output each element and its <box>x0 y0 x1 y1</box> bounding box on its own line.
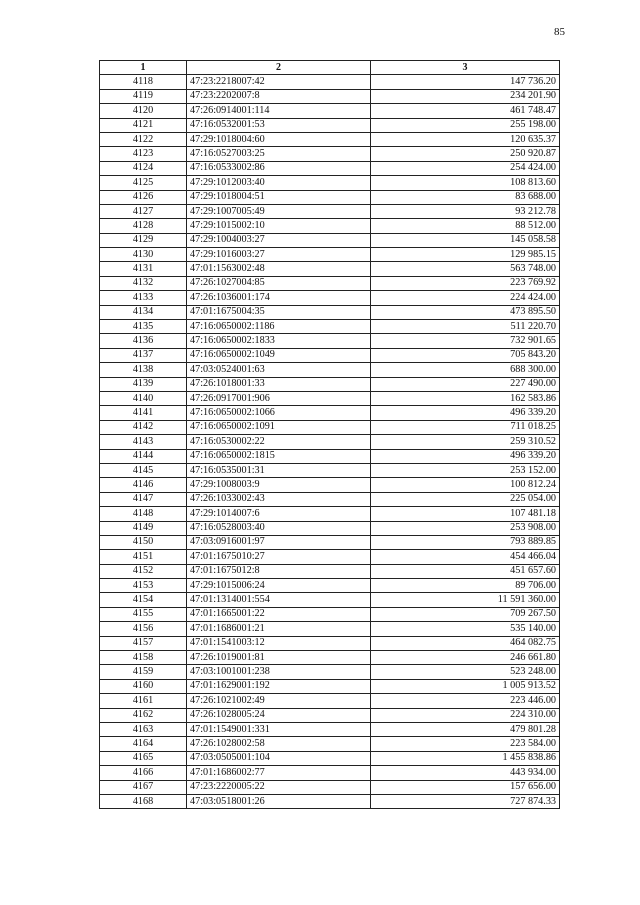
amount-value: 511 220.70 <box>371 320 560 334</box>
row-number: 4142 <box>100 420 187 434</box>
table-row <box>100 766 560 780</box>
table-row <box>100 305 560 319</box>
table-row <box>100 607 560 621</box>
table-row <box>100 507 560 521</box>
cadastral-number: 47:23:2220005:22 <box>187 780 371 794</box>
row-number: 4159 <box>100 665 187 679</box>
row-number: 4146 <box>100 478 187 492</box>
table-row <box>100 348 560 362</box>
amount-value: 688 300.00 <box>371 363 560 377</box>
table-row <box>100 118 560 132</box>
table-row <box>100 391 560 405</box>
cadastral-number: 47:29:1015006:24 <box>187 579 371 593</box>
table-row <box>100 104 560 118</box>
cadastral-number: 47:16:0535001:31 <box>187 463 371 477</box>
row-number: 4165 <box>100 751 187 765</box>
amount-value: 227 490.00 <box>371 377 560 391</box>
cadastral-number: 47:01:1675010:27 <box>187 550 371 564</box>
row-number: 4121 <box>100 118 187 132</box>
cadastral-number: 47:01:1675012:8 <box>187 564 371 578</box>
header-col-3: 3 <box>371 61 560 75</box>
cadastral-number: 47:23:2202007:8 <box>187 89 371 103</box>
cadastral-number: 47:01:1629001:192 <box>187 679 371 693</box>
amount-value: 461 748.47 <box>371 104 560 118</box>
row-number: 4122 <box>100 132 187 146</box>
cadastral-number: 47:26:1033002:43 <box>187 492 371 506</box>
table-row <box>100 320 560 334</box>
cadastral-number: 47:29:1014007:6 <box>187 507 371 521</box>
cadastral-number: 47:26:1036001:174 <box>187 291 371 305</box>
cadastral-number: 47:26:1027004:85 <box>187 276 371 290</box>
cadastral-number: 47:29:1018004:60 <box>187 132 371 146</box>
row-number: 4153 <box>100 579 187 593</box>
row-number: 4152 <box>100 564 187 578</box>
amount-value: 250 920.87 <box>371 147 560 161</box>
table-row <box>100 651 560 665</box>
cadastral-number: 47:01:1686001:21 <box>187 622 371 636</box>
row-number: 4145 <box>100 463 187 477</box>
cadastral-number: 47:01:1686002:77 <box>187 766 371 780</box>
cadastral-number: 47:29:1012003:40 <box>187 176 371 190</box>
cadastral-number: 47:16:0650002:1091 <box>187 420 371 434</box>
amount-value: 259 310.52 <box>371 435 560 449</box>
table-row <box>100 521 560 535</box>
row-number: 4161 <box>100 694 187 708</box>
amount-value: 83 688.00 <box>371 190 560 204</box>
amount-value: 1 005 913.52 <box>371 679 560 693</box>
cadastral-number: 47:29:1016003:27 <box>187 248 371 262</box>
row-number: 4158 <box>100 651 187 665</box>
cadastral-number: 47:16:0650002:1186 <box>187 320 371 334</box>
row-number: 4164 <box>100 737 187 751</box>
page-number: 85 <box>554 26 565 38</box>
row-number: 4155 <box>100 607 187 621</box>
table-row <box>100 147 560 161</box>
row-number: 4128 <box>100 219 187 233</box>
row-number: 4147 <box>100 492 187 506</box>
header-col-2: 2 <box>187 61 371 75</box>
cadastral-number: 47:01:1563002:48 <box>187 262 371 276</box>
cadastral-number: 47:26:0917001:906 <box>187 391 371 405</box>
amount-value: 129 985.15 <box>371 248 560 262</box>
table-row <box>100 550 560 564</box>
amount-value: 705 843.20 <box>371 348 560 362</box>
amount-value: 145 058.58 <box>371 233 560 247</box>
cadastral-number: 47:23:2218007:42 <box>187 75 371 89</box>
table-row <box>100 564 560 578</box>
row-number: 4129 <box>100 233 187 247</box>
cadastral-number: 47:16:0650002:1815 <box>187 449 371 463</box>
amount-value: 88 512.00 <box>371 219 560 233</box>
table-row <box>100 535 560 549</box>
amount-value: 100 812.24 <box>371 478 560 492</box>
row-number: 4125 <box>100 176 187 190</box>
amount-value: 11 591 360.00 <box>371 593 560 607</box>
row-number: 4151 <box>100 550 187 564</box>
cadastral-number: 47:16:0527003:25 <box>187 147 371 161</box>
row-number: 4127 <box>100 204 187 218</box>
table-row <box>100 794 560 808</box>
table-row <box>100 190 560 204</box>
row-number: 4130 <box>100 248 187 262</box>
cadastral-number: 47:29:1018004:51 <box>187 190 371 204</box>
cadastral-number: 47:16:0650002:1066 <box>187 406 371 420</box>
row-number: 4150 <box>100 535 187 549</box>
registry-table <box>99 60 560 809</box>
cadastral-number: 47:01:1314001:554 <box>187 593 371 607</box>
row-number: 4134 <box>100 305 187 319</box>
cadastral-number: 47:01:1549001:331 <box>187 722 371 736</box>
amount-value: 120 635.37 <box>371 132 560 146</box>
amount-value: 224 424.00 <box>371 291 560 305</box>
table-row <box>100 694 560 708</box>
amount-value: 451 657.60 <box>371 564 560 578</box>
row-number: 4167 <box>100 780 187 794</box>
row-number: 4154 <box>100 593 187 607</box>
cadastral-number: 47:26:0914001:114 <box>187 104 371 118</box>
table-row <box>100 204 560 218</box>
amount-value: 255 198.00 <box>371 118 560 132</box>
row-number: 4126 <box>100 190 187 204</box>
table-row <box>100 449 560 463</box>
row-number: 4140 <box>100 391 187 405</box>
table-row <box>100 334 560 348</box>
header-col-1: 1 <box>100 61 187 75</box>
cadastral-number: 47:16:0532001:53 <box>187 118 371 132</box>
table-row <box>100 75 560 89</box>
cadastral-number: 47:03:1001001:238 <box>187 665 371 679</box>
amount-value: 464 082.75 <box>371 636 560 650</box>
table-row <box>100 176 560 190</box>
amount-value: 1 455 838.86 <box>371 751 560 765</box>
cadastral-number: 47:03:0916001:97 <box>187 535 371 549</box>
amount-value: 253 152.00 <box>371 463 560 477</box>
amount-value: 523 248.00 <box>371 665 560 679</box>
cadastral-number: 47:26:1021002:49 <box>187 694 371 708</box>
table-row <box>100 276 560 290</box>
table-row <box>100 420 560 434</box>
table-row <box>100 161 560 175</box>
row-number: 4131 <box>100 262 187 276</box>
cadastral-number: 47:16:0650002:1049 <box>187 348 371 362</box>
amount-value: 234 201.90 <box>371 89 560 103</box>
amount-value: 89 706.00 <box>371 579 560 593</box>
amount-value: 563 748.00 <box>371 262 560 276</box>
row-number: 4133 <box>100 291 187 305</box>
table-row <box>100 233 560 247</box>
cadastral-number: 47:16:0650002:1833 <box>187 334 371 348</box>
table-row <box>100 636 560 650</box>
row-number: 4160 <box>100 679 187 693</box>
cadastral-number: 47:03:0505001:104 <box>187 751 371 765</box>
amount-value: 93 212.78 <box>371 204 560 218</box>
table-row <box>100 492 560 506</box>
table-row <box>100 377 560 391</box>
amount-value: 246 661.80 <box>371 651 560 665</box>
cadastral-number: 47:26:1028002:58 <box>187 737 371 751</box>
row-number: 4157 <box>100 636 187 650</box>
row-number: 4144 <box>100 449 187 463</box>
amount-value: 479 801.28 <box>371 722 560 736</box>
amount-value: 223 584.00 <box>371 737 560 751</box>
amount-value: 732 901.65 <box>371 334 560 348</box>
amount-value: 157 656.00 <box>371 780 560 794</box>
table-row <box>100 722 560 736</box>
amount-value: 473 895.50 <box>371 305 560 319</box>
row-number: 4135 <box>100 320 187 334</box>
table-header <box>100 61 560 75</box>
amount-value: 224 310.00 <box>371 708 560 722</box>
amount-value: 254 424.00 <box>371 161 560 175</box>
header-row <box>100 61 560 75</box>
row-number: 4137 <box>100 348 187 362</box>
table-row <box>100 132 560 146</box>
row-number: 4143 <box>100 435 187 449</box>
amount-value: 709 267.50 <box>371 607 560 621</box>
cadastral-number: 47:26:1028005:24 <box>187 708 371 722</box>
table-row <box>100 665 560 679</box>
row-number: 4123 <box>100 147 187 161</box>
row-number: 4132 <box>100 276 187 290</box>
table-row <box>100 478 560 492</box>
row-number: 4136 <box>100 334 187 348</box>
cadastral-number: 47:29:1007005:49 <box>187 204 371 218</box>
amount-value: 225 054.00 <box>371 492 560 506</box>
amount-value: 496 339.20 <box>371 406 560 420</box>
amount-value: 162 583.86 <box>371 391 560 405</box>
row-number: 4118 <box>100 75 187 89</box>
cadastral-number: 47:01:1665001:22 <box>187 607 371 621</box>
cadastral-number: 47:26:1019001:81 <box>187 651 371 665</box>
table-row <box>100 463 560 477</box>
amount-value: 793 889.85 <box>371 535 560 549</box>
table-row <box>100 435 560 449</box>
cadastral-number: 47:03:0524001:63 <box>187 363 371 377</box>
table-row <box>100 406 560 420</box>
cadastral-number: 47:16:0528003:40 <box>187 521 371 535</box>
amount-value: 727 874.33 <box>371 794 560 808</box>
table-row <box>100 291 560 305</box>
amount-value: 223 446.00 <box>371 694 560 708</box>
table-row <box>100 363 560 377</box>
row-number: 4141 <box>100 406 187 420</box>
amount-value: 496 339.20 <box>371 449 560 463</box>
table-row <box>100 679 560 693</box>
table-row <box>100 751 560 765</box>
amount-value: 147 736.20 <box>371 75 560 89</box>
table-body <box>100 75 560 809</box>
cadastral-number: 47:26:1018001:33 <box>187 377 371 391</box>
row-number: 4162 <box>100 708 187 722</box>
amount-value: 253 908.00 <box>371 521 560 535</box>
table-row <box>100 593 560 607</box>
row-number: 4156 <box>100 622 187 636</box>
table-row <box>100 219 560 233</box>
table-row <box>100 89 560 103</box>
cadastral-number: 47:29:1008003:9 <box>187 478 371 492</box>
table-row <box>100 737 560 751</box>
row-number: 4119 <box>100 89 187 103</box>
table-row <box>100 622 560 636</box>
table-row <box>100 579 560 593</box>
amount-value: 454 466.04 <box>371 550 560 564</box>
table-row <box>100 262 560 276</box>
cadastral-number: 47:03:0518001:26 <box>187 794 371 808</box>
row-number: 4148 <box>100 507 187 521</box>
cadastral-number: 47:01:1541003:12 <box>187 636 371 650</box>
cadastral-number: 47:29:1004003:27 <box>187 233 371 247</box>
row-number: 4120 <box>100 104 187 118</box>
row-number: 4149 <box>100 521 187 535</box>
amount-value: 108 813.60 <box>371 176 560 190</box>
row-number: 4124 <box>100 161 187 175</box>
amount-value: 107 481.18 <box>371 507 560 521</box>
amount-value: 711 018.25 <box>371 420 560 434</box>
cadastral-number: 47:29:1015002:10 <box>187 219 371 233</box>
table-row <box>100 248 560 262</box>
cadastral-number: 47:16:0530002:22 <box>187 435 371 449</box>
amount-value: 535 140.00 <box>371 622 560 636</box>
amount-value: 443 934.00 <box>371 766 560 780</box>
row-number: 4138 <box>100 363 187 377</box>
row-number: 4139 <box>100 377 187 391</box>
cadastral-number: 47:16:0533002:86 <box>187 161 371 175</box>
table-row <box>100 708 560 722</box>
amount-value: 223 769.92 <box>371 276 560 290</box>
row-number: 4168 <box>100 794 187 808</box>
table-row <box>100 780 560 794</box>
row-number: 4166 <box>100 766 187 780</box>
cadastral-number: 47:01:1675004:35 <box>187 305 371 319</box>
row-number: 4163 <box>100 722 187 736</box>
